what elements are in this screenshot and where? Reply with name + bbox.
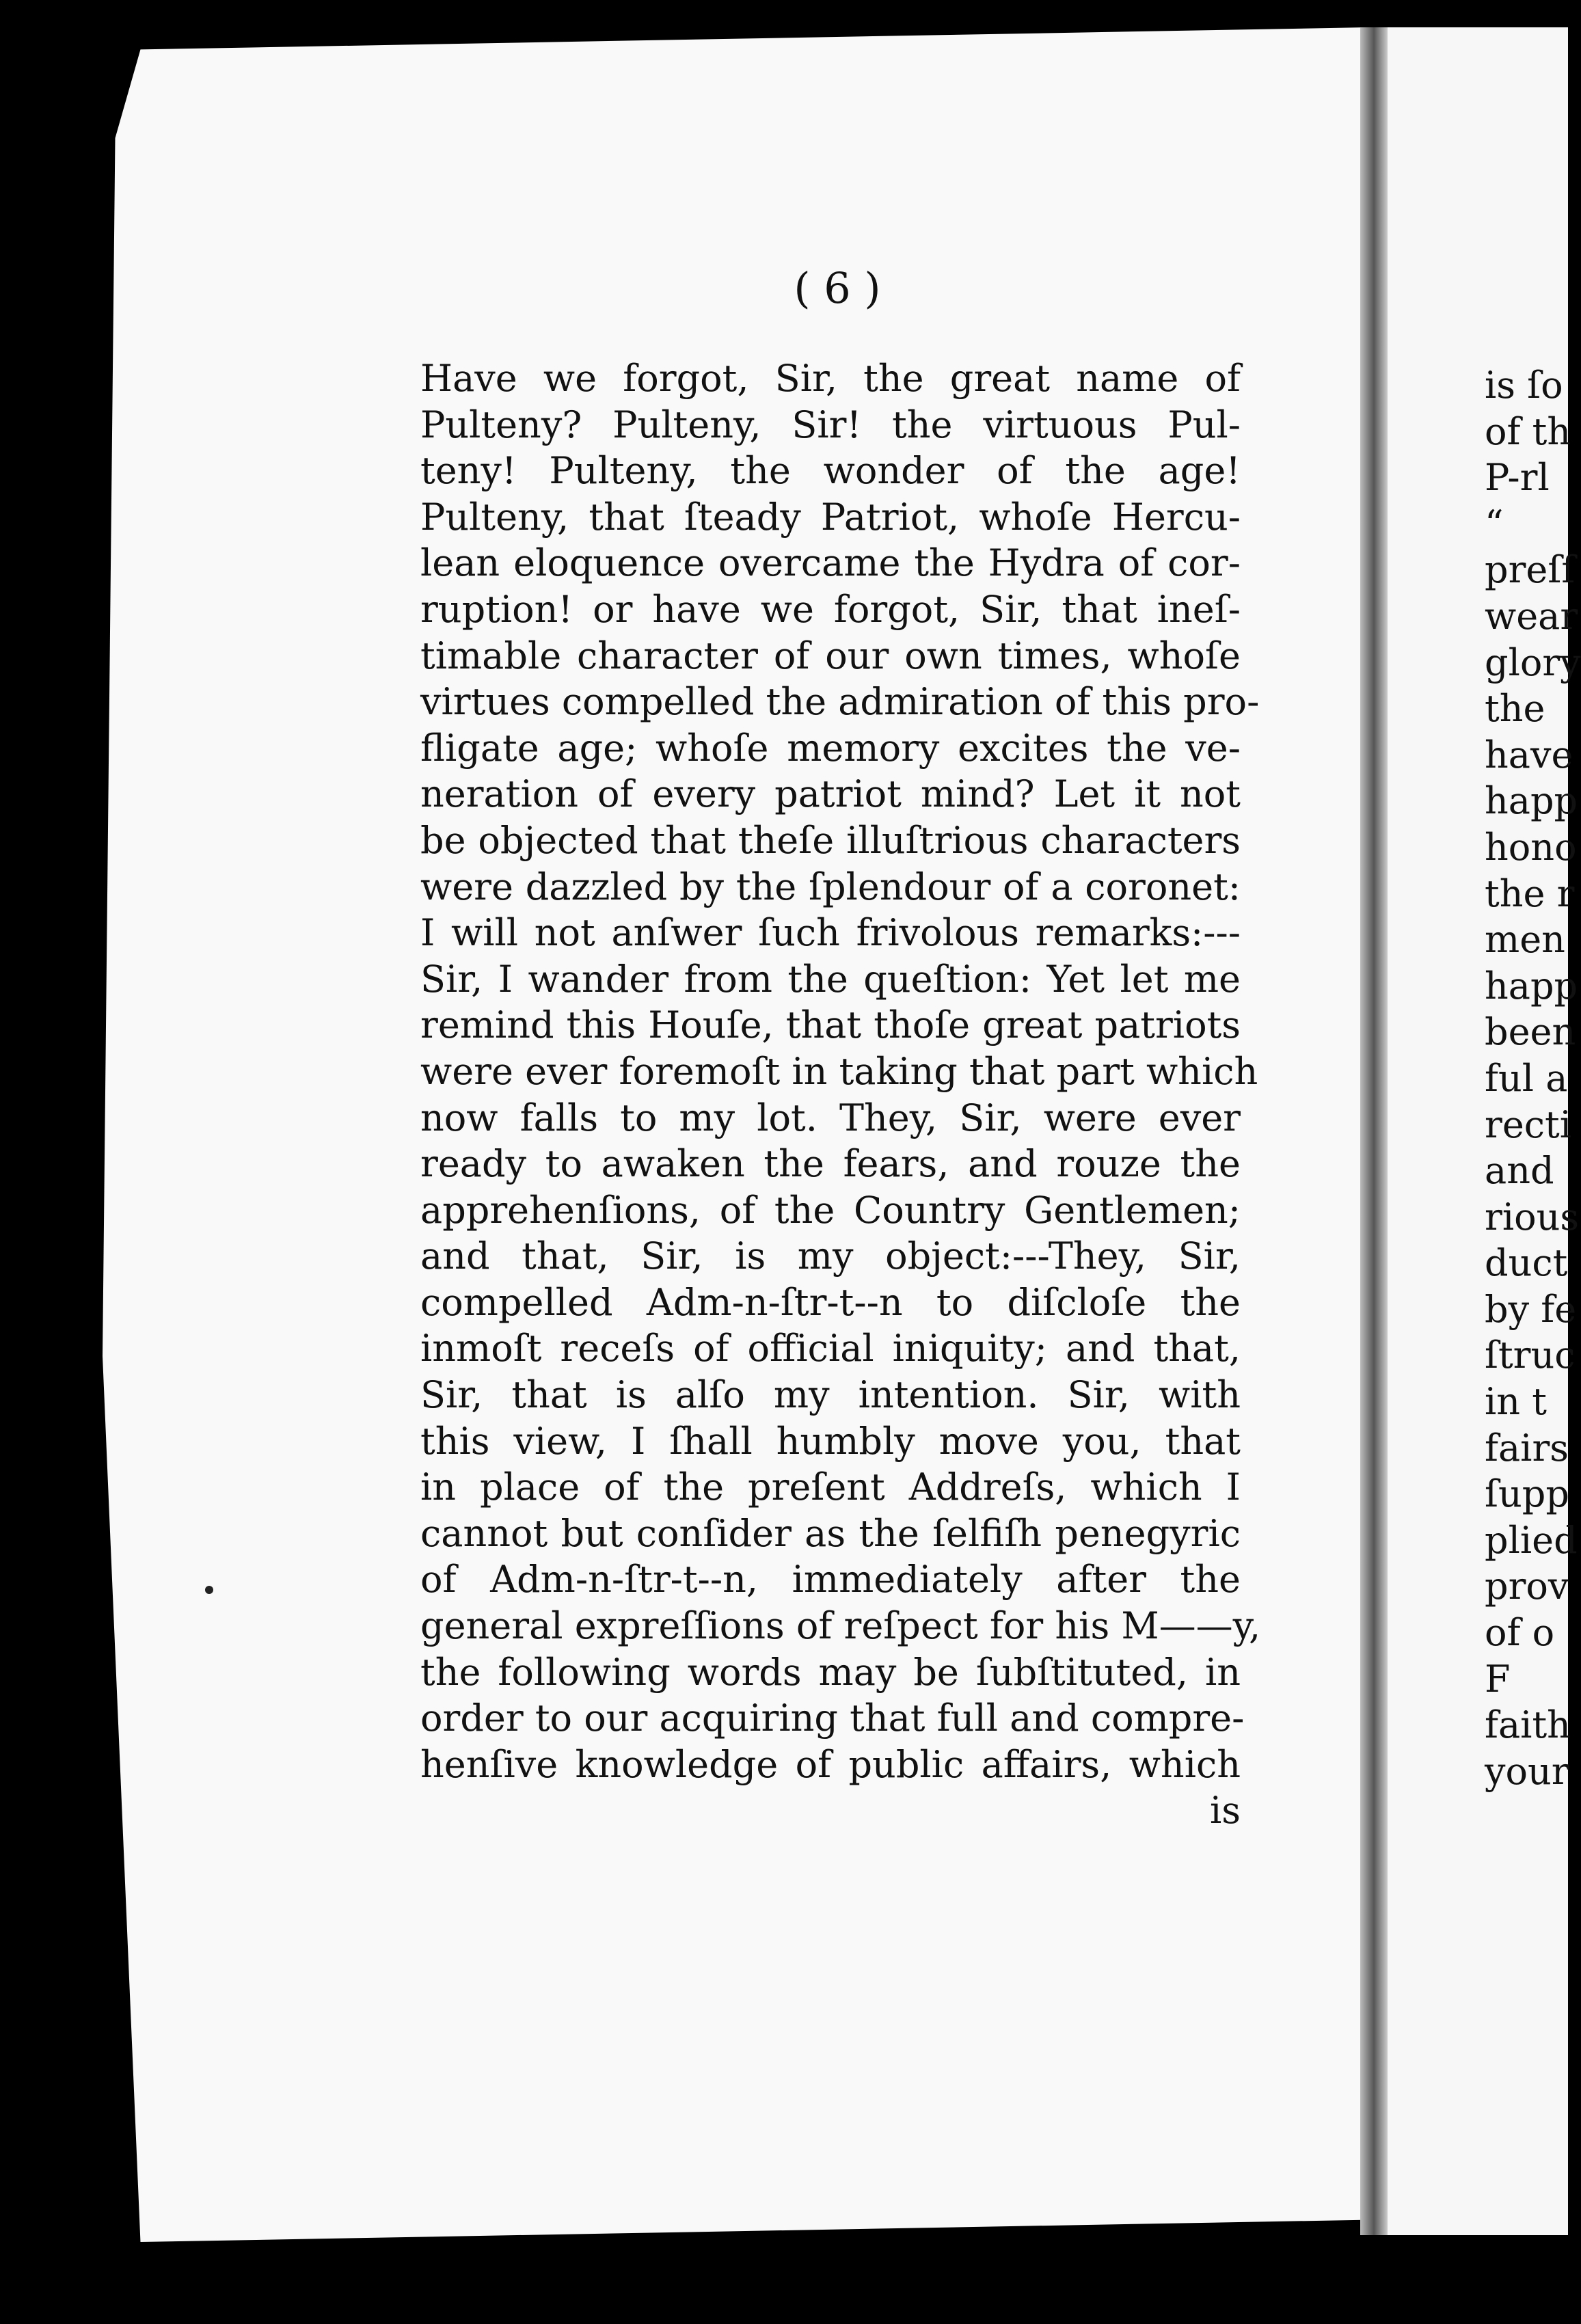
right-page-line: glory: [1485, 640, 1581, 684]
text-line: were dazzled by the ſplendour of a coronet:: [420, 865, 1241, 908]
right-page-line: the: [1485, 687, 1545, 731]
text-line: remind this Houſe, that thoſe great patriots: [420, 1003, 1241, 1047]
text-line: and that, Sir, is my object:---They, Sir,: [420, 1234, 1241, 1278]
right-page-line: happ: [1485, 964, 1578, 1008]
right-page-line: hono: [1485, 825, 1577, 869]
right-page-line: rious: [1485, 1195, 1580, 1239]
ink-speck: [205, 1586, 213, 1594]
right-page-line: “: [1485, 502, 1504, 545]
text-line: general expreſſions of reſpect for his M——y,: [420, 1604, 1261, 1648]
text-line: Have we forgot, Sir, the great name of: [420, 357, 1241, 400]
right-page-line: of o: [1485, 1611, 1555, 1655]
right-page-line: F: [1485, 1657, 1511, 1701]
text-line: virtues compelled the admiration of this pro-: [420, 680, 1260, 724]
body-text: [420, 355, 1261, 1834]
right-page-line: is ſo: [1485, 364, 1563, 407]
text-line: ready to awaken the fears, and rouze the: [420, 1142, 1241, 1186]
right-page-line: ſtruc: [1485, 1334, 1576, 1377]
right-page-text: [1485, 362, 1581, 1794]
book-gutter: [1360, 27, 1388, 2235]
text-line: order to our acquiring that full and compre-: [420, 1697, 1245, 1740]
right-page-line: the r: [1485, 871, 1575, 915]
text-line: cannot but conſider as the ſelfiſh penegyric: [420, 1511, 1241, 1555]
right-page-line: faith: [1485, 1703, 1571, 1747]
right-page-line: preſſ: [1485, 548, 1576, 592]
right-page-line: P-rl: [1485, 456, 1550, 500]
right-page-line: ful a: [1485, 1056, 1568, 1100]
text-line: timable character of our own times, whoſe: [420, 634, 1241, 677]
right-page-line: duct: [1485, 1241, 1568, 1285]
text-line: now falls to my lot. They, Sir, were ever: [420, 1096, 1241, 1139]
text-line: henſive knowledge of public affairs, which: [420, 1742, 1241, 1786]
right-page-line: and: [1485, 1149, 1554, 1193]
text-line: inmoſt receſs of official iniquity; and that,: [420, 1327, 1241, 1370]
right-page-line: fairs: [1485, 1426, 1569, 1470]
right-page-line: your: [1485, 1749, 1569, 1793]
right-page-line: prov: [1485, 1565, 1569, 1608]
right-page-line: men: [1485, 918, 1565, 962]
text-line: ruption! or have we forgot, Sir, that ineſ-: [420, 587, 1241, 631]
text-line: of Adm-n-ſtr-t--n, immediately after the: [420, 1558, 1241, 1602]
right-page-line: of th: [1485, 409, 1571, 453]
text-line: in place of the preſent Addreſs, which I: [420, 1465, 1241, 1509]
right-page-line: wear: [1485, 594, 1578, 638]
text-line: this view, I ſhall humbly move you, that: [420, 1419, 1241, 1463]
text-line: were ever foremoſt in taking that part which: [420, 1049, 1258, 1093]
right-page-line: recti: [1485, 1103, 1571, 1146]
right-page-line: happ: [1485, 779, 1578, 823]
text-line: Sir, that is alſo my intention. Sir, with: [420, 1373, 1241, 1417]
right-page-line: plied: [1485, 1518, 1578, 1562]
right-page-line: been: [1485, 1010, 1576, 1054]
text-line: I will not anſwer ſuch frivolous remarks:---: [420, 911, 1241, 955]
text-line: compelled Adm-n-ſtr-t--n to diſcloſe the: [420, 1280, 1241, 1324]
text-line: the following words may be ſubſtituted, in: [420, 1650, 1241, 1694]
right-page-line: have: [1485, 733, 1573, 776]
text-line: Pulteny, that ſteady Patriot, whoſe Hercu-: [420, 495, 1241, 539]
text-line: apprehenſions, of the Country Gentlemen;: [420, 1188, 1241, 1232]
text-line: neration of every patriot mind? Let it not: [420, 772, 1241, 816]
right-page-line: by fe: [1485, 1287, 1577, 1331]
text-line: Sir, I wander from the queſtion: Yet let me: [420, 957, 1241, 1001]
page-number: ( 6 ): [794, 263, 881, 313]
catchword: is: [1210, 1789, 1241, 1833]
text-line: teny! Pulteny, the wonder of the age!: [420, 449, 1241, 493]
right-page-line: in t: [1485, 1380, 1547, 1424]
right-page-line: ſupp: [1485, 1472, 1569, 1516]
text-line: fligate age; whoſe memory excites the ve-: [420, 726, 1241, 770]
text-line: be objected that theſe illuſtrious characters: [420, 818, 1241, 862]
text-line: lean eloquence overcame the Hydra of cor-: [420, 541, 1241, 585]
text-line: Pulteny? Pulteny, Sir! the virtuous Pul-: [420, 403, 1241, 446]
